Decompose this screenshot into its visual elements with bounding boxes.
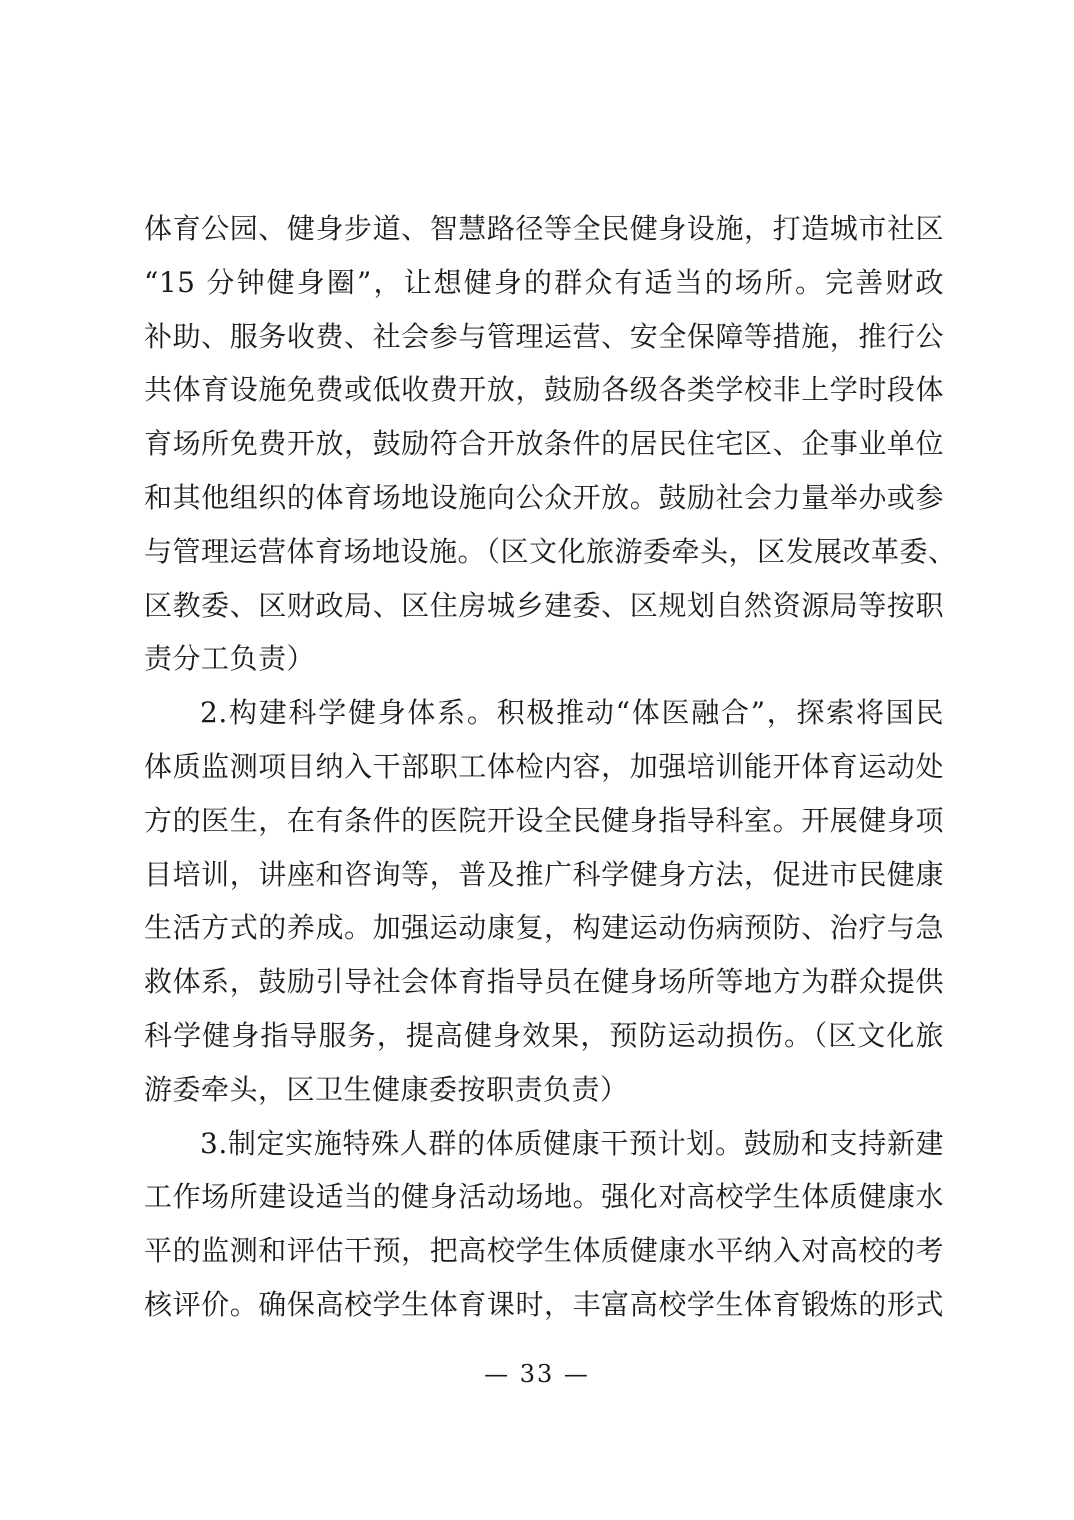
- text-line: 目培训，讲座和咨询等，普及推广科学健身方法，促进市民健康: [144, 857, 944, 891]
- text-line: 区教委、区财政局、区住房城乡建委、区规划自然资源局等按职: [144, 588, 944, 622]
- text-line: 救体系，鼓励引导社会体育指导员在健身场所等地方为群众提供: [144, 965, 944, 999]
- text-line: 体育公园、健身步道、智慧路径等全民健身设施，打造城市社区: [144, 212, 944, 245]
- text-line: 与管理运营体育场地设施。（区文化旅游委牵头，区发展改革委、: [144, 534, 957, 568]
- text-line: 和其他组织的体育场地设施向公众开放。鼓励社会力量举办或参: [144, 480, 944, 514]
- body-text: [144, 202, 957, 1332]
- text-line: 方的医生，在有条件的医院开设全民健身指导科室。开展健身项: [144, 803, 944, 837]
- text-line: 补助、服务收费、社会参与管理运营、安全保障等措施，推行公: [144, 319, 944, 353]
- text-line: 3.制定实施特殊人群的体质健康干预计划。鼓励和支持新建: [200, 1126, 944, 1160]
- text-line: 核评价。确保高校学生体育课时，丰富高校学生体育锻炼的形式: [144, 1287, 944, 1321]
- text-line: 2.构建科学健身体系。积极推动“体医融合”，探索将国民: [200, 696, 944, 730]
- text-line: 体质监测项目纳入干部职工体检内容，加强培训能开体育运动处: [144, 749, 944, 783]
- text-line: 科学健身指导服务，提高健身效果，预防运动损伤。（区文化旅: [144, 1018, 944, 1052]
- text-line: 平的监测和评估干预，把高校学生体质健康水平纳入对高校的考: [144, 1234, 944, 1268]
- text-line: 责分工负责）: [144, 642, 316, 676]
- page-number: — 33 —: [484, 1360, 590, 1388]
- text-line: “15 分钟健身圈”，让想健身的群众有适当的场所。完善财政: [144, 265, 944, 299]
- text-line: 工作场所建设适当的健身活动场地。强化对高校学生体质健康水: [144, 1180, 944, 1214]
- text-line: 游委牵头，区卫生健康委按职责负责）: [144, 1072, 629, 1106]
- text-line: 育场所免费开放，鼓励符合开放条件的居民住宅区、企事业单位: [144, 427, 944, 461]
- text-line: 共体育设施免费或低收费开放，鼓励各级各类学校非上学时段体: [144, 373, 944, 407]
- text-line: 生活方式的养成。加强运动康复，构建运动伤病预防、治疗与急: [144, 911, 944, 945]
